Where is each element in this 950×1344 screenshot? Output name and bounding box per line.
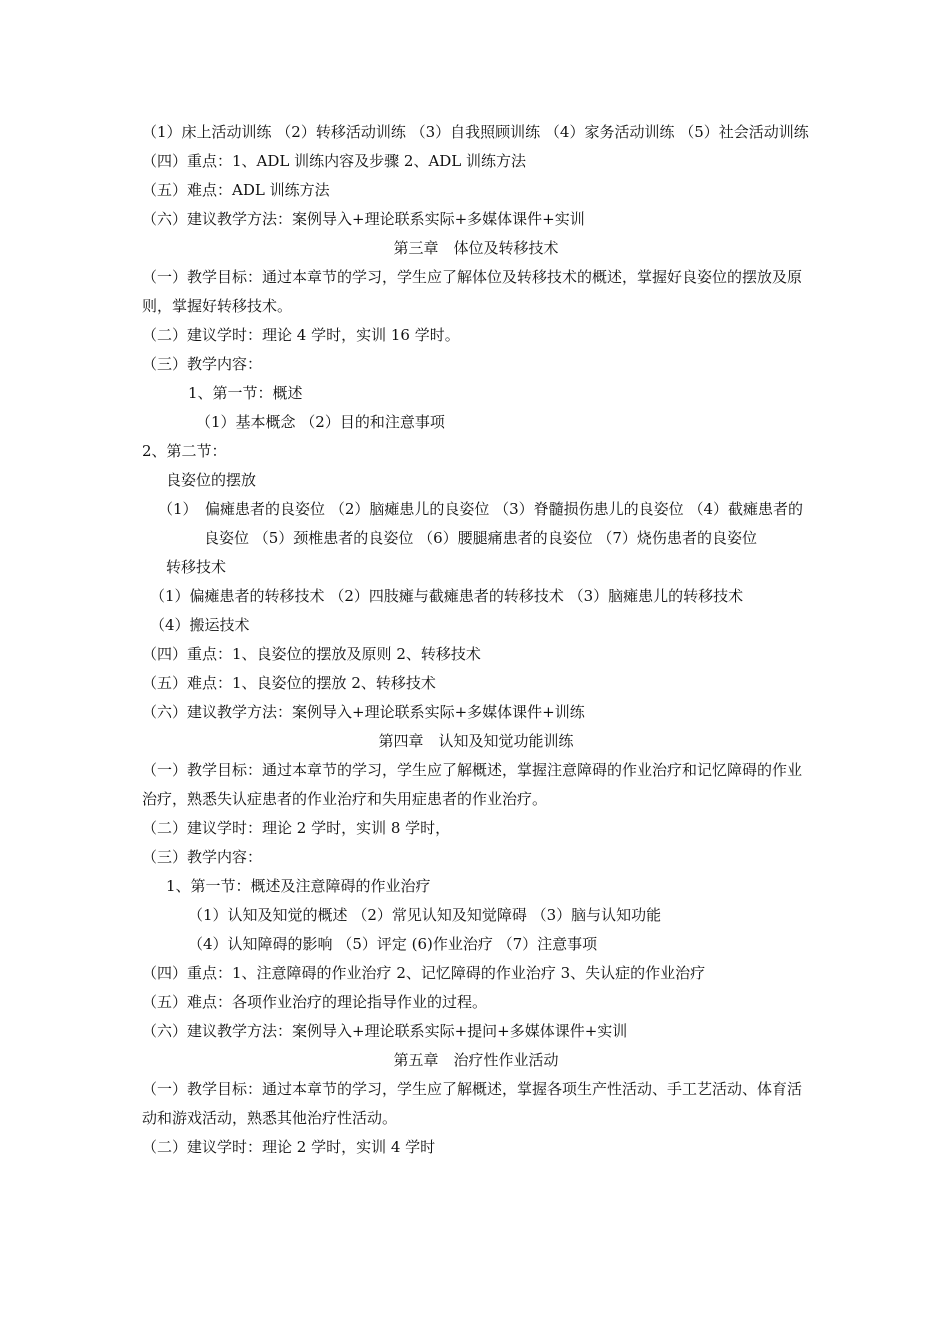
text-line: （二）建议学时：理论 2 学时，实训 8 学时， [142, 819, 451, 837]
text-line: （4）搬运技术 [150, 616, 250, 634]
text-line: （4）认知障碍的影响 （5）评定 (6)作业治疗 （7）注意事项 [188, 935, 598, 953]
text-line: 1、第一节：概述 [188, 384, 303, 402]
text-line: （六）建议教学方法：案例导入+理论联系实际+多媒体课件+训练 [142, 703, 585, 721]
text-line: （五）难点：各项作业治疗的理论指导作业的过程。 [142, 993, 488, 1011]
text-line: （一）教学目标：通过本章节的学习，学生应了解概述，掌握注意障碍的作业治疗和记忆障碍的作业治疗，熟悉失认症患者的作业治疗和失用症患者的作业治疗。 [142, 761, 803, 808]
chapter-heading: 第三章 体位及转移技术 [393, 239, 559, 257]
text-line: （六）建议教学方法：案例导入+理论联系实际+多媒体课件+实训 [142, 210, 585, 228]
document-body [142, 118, 810, 1162]
text-line: （1）床上活动训练 （2）转移活动训练 （3）自我照顾训练 （4）家务活动训练 （5）社会活动训练 [142, 123, 809, 141]
text-line: （一）教学目标：通过本章节的学习，学生应了解概述，掌握各项生产性活动、手工艺活动、体育活动和游戏活动，熟悉其他治疗性活动。 [142, 1080, 803, 1127]
text-line: （四）重点：1、ADL 训练内容及步骤 2、ADL 训练方法 [142, 152, 527, 170]
text-line: （1）偏瘫患者的转移技术 （2）四肢瘫与截瘫患者的转移技术 （3）脑瘫患儿的转移技术 [150, 587, 744, 605]
text-line: 2、第二节： [142, 442, 227, 460]
text-line: （三）教学内容： [142, 355, 263, 373]
text-line: 转移技术 [166, 558, 227, 576]
text-line: （四）重点：1、良姿位的摆放及原则 2、转移技术 [142, 645, 481, 663]
text-line: 1、第一节：概述及注意障碍的作业治疗 [166, 877, 431, 895]
text-line: （五）难点：1、良姿位的摆放 2、转移技术 [142, 674, 436, 692]
text-line: （1） 偏瘫患者的良姿位 （2）脑瘫患儿的良姿位 （3）脊髓损伤患儿的良姿位 （4）截瘫患者的良姿位 （5）颈椎患者的良姿位 （6）腰腿痛患者的良姿位 （7）烧伤患者的良姿位 [158, 500, 803, 547]
text-line: （二）建议学时：理论 2 学时，实训 4 学时 [142, 1138, 436, 1156]
text-line: （四）重点：1、注意障碍的作业治疗 2、记忆障碍的作业治疗 3、失认症的作业治疗 [142, 964, 706, 982]
chapter-heading: 第五章 治疗性作业活动 [393, 1051, 559, 1069]
text-line: （五）难点：ADL 训练方法 [142, 181, 330, 199]
text-line: （二）建议学时：理论 4 学时，实训 16 学时。 [142, 326, 460, 344]
text-line: 良姿位的摆放 [166, 471, 257, 489]
text-line: （1）认知及知觉的概述 （2）常见认知及知觉障碍 （3）脑与认知功能 [188, 906, 662, 924]
text-line: （三）教学内容： [142, 848, 263, 866]
text-line: （六）建议教学方法：案例导入+理论联系实际+提问+多媒体课件+实训 [142, 1022, 628, 1040]
text-line: （一）教学目标：通过本章节的学习，学生应了解体位及转移技术的概述，掌握好良姿位的摆放及原则，掌握好转移技术。 [142, 268, 803, 315]
text-line: （1）基本概念 （2）目的和注意事项 [196, 413, 445, 431]
chapter-heading: 第四章 认知及知觉功能训练 [378, 732, 574, 750]
